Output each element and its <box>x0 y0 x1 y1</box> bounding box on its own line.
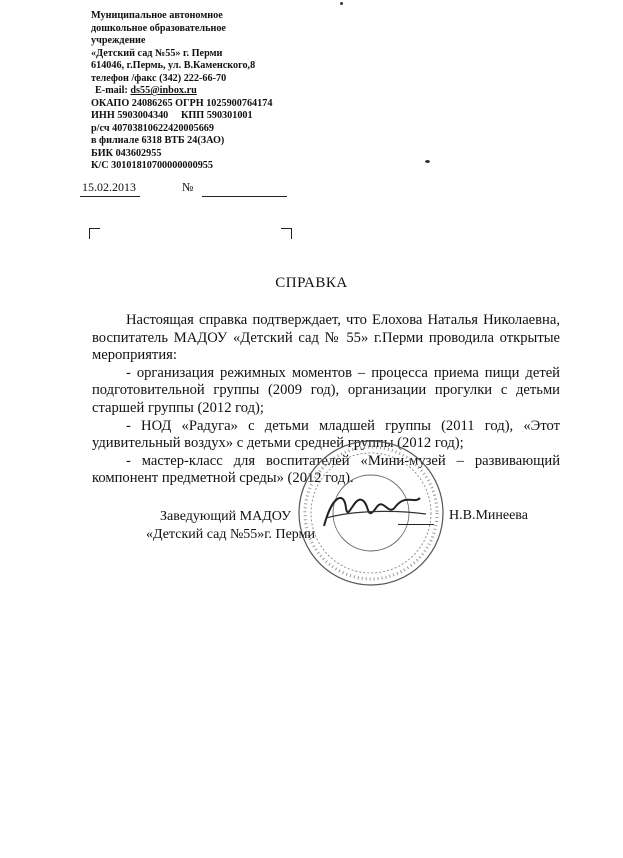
signatory-position-line1: Заведующий МАДОУ <box>160 509 291 524</box>
header-line: 614046, г.Пермь, ул. В.Каменского,8 <box>91 60 256 71</box>
document-title: СПРАВКА <box>275 275 348 291</box>
address-corner-right <box>281 228 292 239</box>
header-line: Муниципальное автономное <box>91 10 223 21</box>
header-line: р/сч 40703810622420005669 <box>91 122 214 134</box>
header-line: в филиале 6318 ВТБ 24(ЗАО) <box>91 135 225 146</box>
document-date: 15.02.2013 <box>82 180 136 194</box>
number-underline <box>202 196 287 197</box>
date-underline <box>80 196 140 197</box>
header-line: БИК 043602955 <box>91 147 162 159</box>
scan-speck <box>340 2 343 5</box>
header-line: «Детский сад №55» г. Перми <box>91 47 223 59</box>
scan-speck <box>425 160 430 163</box>
header-line: ОКАПО 24086265 ОГРН 1025900764174 <box>91 97 273 109</box>
header-line: учреждение <box>91 35 146 46</box>
header-line: телефон /факс (342) 222-66-70 <box>91 72 227 84</box>
signatory-name: Н.В.Минеева <box>449 508 528 523</box>
header-line: ИНН 5903004340 КПП 590301001 <box>91 110 253 121</box>
organization-header <box>91 10 321 173</box>
body-paragraph: - организация режимных моментов – процесса приема пищи детей подготовительной группы (2009 год), организации прогулки с детьми старшей группы (2012 год); <box>92 364 560 416</box>
header-email-line <box>91 85 321 98</box>
header-line: К/С 30101810700000000955 <box>91 160 213 171</box>
body-paragraph: - мастер-класс для воспитателей «Мини-музей – развивающий компонент предметной среды» (2012 год). <box>92 452 560 487</box>
signatory-position <box>146 508 315 544</box>
address-corner-left <box>89 228 100 239</box>
signature-line <box>398 524 434 525</box>
body-paragraph: - НОД «Радуга» с детьми младшей группы (2011 год), «Этот удивительный воздух» с детьми средней группы (2012 год); <box>92 417 560 452</box>
date-number-row <box>82 180 194 195</box>
email-link[interactable]: ds55@inbox.ru <box>130 85 197 96</box>
header-line: дошкольное образовательное <box>91 22 226 34</box>
signatory-position-line2: «Детский сад №55»г. Перми <box>146 527 315 542</box>
official-stamp <box>296 438 446 588</box>
body-paragraph: Настоящая справка подтверждает, что Елохова Наталья Николаевна, воспитатель МАДОУ «Детский сад № 55» г.Перми проводила открытые мероприятия: <box>92 312 560 364</box>
email-label: E-mail: <box>95 85 131 96</box>
number-sign: № <box>182 180 194 194</box>
